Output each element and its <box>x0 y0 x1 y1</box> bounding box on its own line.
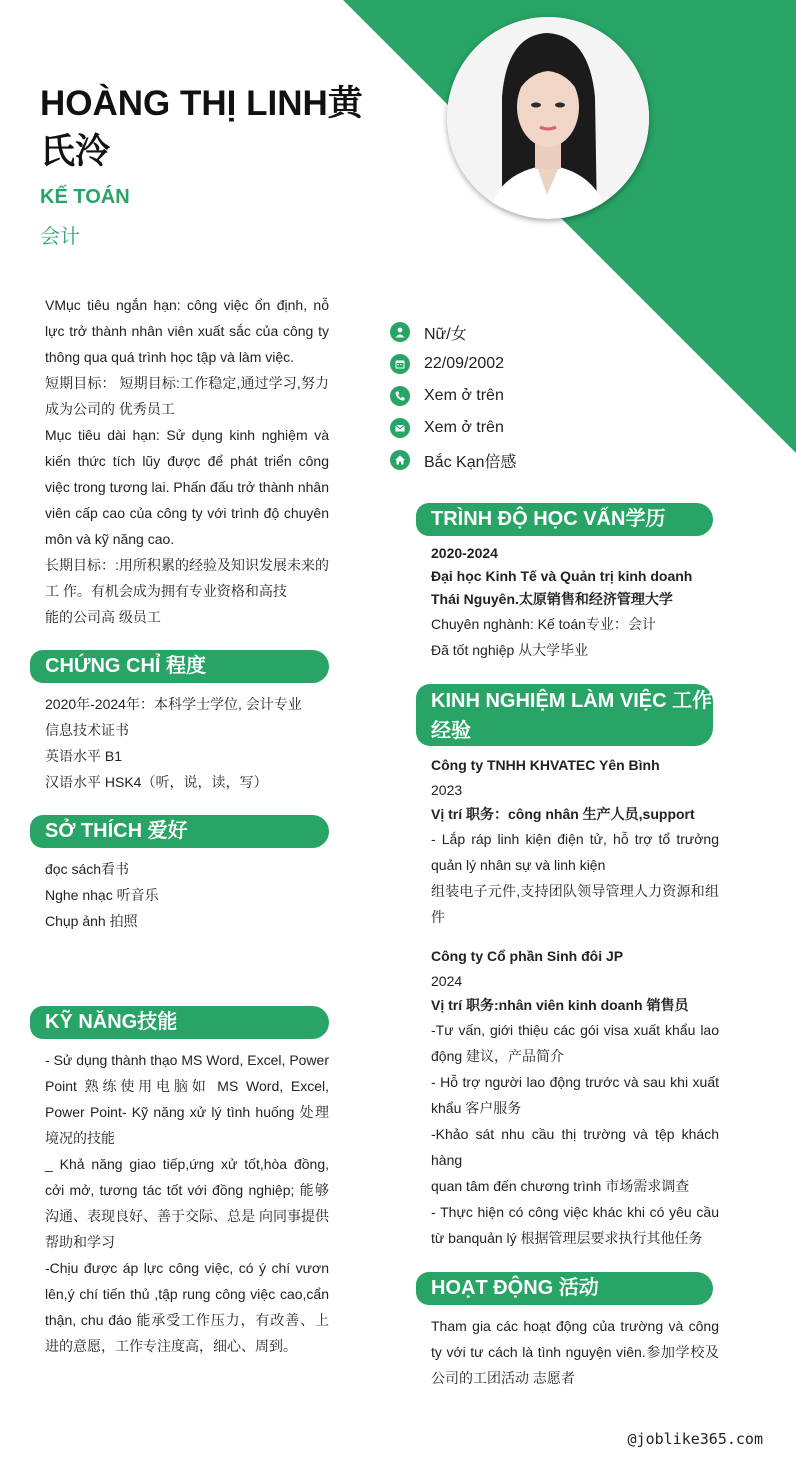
objective-paragraph: VMục tiêu ngắn hạn: công việc ổn định, nỗ lực trở thành nhân viên xuất sắc của công ty thông qua quá trình học tập và làm việc. <box>45 297 329 365</box>
skills-heading: KỸ NĂNG技能 <box>30 1006 329 1039</box>
profile-photo <box>447 17 649 219</box>
hobbies-list <box>45 856 329 934</box>
site-watermark: @joblike365.com <box>627 1430 763 1448</box>
skill-paragraph: - Sử dụng thành thạo MS Word, Excel, Power Point 熟练使用电脑如 MS Word, Excel, Power Point- Kỹ năng xử lý tình huống 处理境况的技能 <box>45 1052 329 1146</box>
list-item: 信息技术证书 <box>45 722 129 738</box>
job-title-zh: 会计 <box>40 226 80 248</box>
list-item: 汉语水平 HSK4（听，说，读，写） <box>45 774 268 790</box>
job-year: 2023 <box>431 782 463 798</box>
list-item: Chụp ảnh 拍照 <box>45 913 138 929</box>
calendar-icon <box>390 354 410 374</box>
contact-gender <box>390 316 517 348</box>
job-company: Công ty TNHH KHVATEC Yên Bình <box>431 757 660 773</box>
contact-phone <box>390 380 517 412</box>
education-period: 2020-2024 <box>431 545 498 561</box>
job-detail: -Khảo sát nhu cầu thị trường và tệp khách hàng <box>431 1126 719 1168</box>
list-item: đọc sách看书 <box>45 861 130 877</box>
activities-heading: HOẠT ĐỘNG 活动 <box>416 1272 713 1305</box>
list-item: 2020年-2024年：本科学士学位, 会计专业 <box>45 696 302 712</box>
job-position: Vị trí 职务：công nhân 生产人员,support <box>431 806 695 822</box>
address-value: Bắc Kạn倍感 <box>424 453 517 471</box>
education-heading: TRÌNH ĐỘ HỌC VẤN学历 <box>416 503 713 536</box>
job-position: Vị trí 职务:nhân viên kinh doanh 销售员 <box>431 997 689 1013</box>
education-body <box>431 542 719 663</box>
objective-paragraph: 短期目标： 短期目标:工作稳定,通过学习,努力成为公司的 优秀员工 <box>45 375 329 417</box>
mail-icon <box>390 418 410 438</box>
job-detail: -Tư vấn, giới thiệu các gói visa xuất khẩu lao động 建议，产品简介 <box>431 1022 719 1064</box>
objective-paragraph: 长期目标：:用所积累的经验及知识发展未来的工 作。有机会成为拥有专业资格和高技 <box>45 557 329 599</box>
experience-job <box>431 945 719 1251</box>
job-year: 2024 <box>431 973 463 989</box>
birthday-value: 22/09/2002 <box>424 355 505 372</box>
job-detail: - Thực hiện có công việc khác khi có yêu cầu từ banquản lý 根据管理层要求执行其他任务 <box>431 1204 719 1246</box>
contact-address <box>390 444 517 476</box>
list-item: Nghe nhạc 听音乐 <box>45 887 159 903</box>
phone-value: Xem ở trên <box>424 387 504 404</box>
job-detail: - Lắp ráp linh kiện điện tử, hỗ trợ tổ trưởng quản lý nhân sự và linh kiện <box>431 831 719 873</box>
skill-paragraph: _ Khả năng giao tiếp,ứng xử tốt,hòa đồng, cởi mở, tương tác tốt với đồng nghiệp; 能够沟通、表现良好、善于交际、总是 向同事提供帮助和学习 <box>45 1156 329 1250</box>
person-icon <box>390 322 410 342</box>
career-objective <box>45 292 329 630</box>
hobbies-heading: SỞ THÍCH 爱好 <box>30 815 329 848</box>
contact-birthday <box>390 348 517 380</box>
job-detail: quan tâm đến chương trình 市场需求调查 <box>431 1178 690 1194</box>
gender-value: Nữ/女 <box>424 325 467 343</box>
candidate-name: HOÀNG THỊ LINH黄氏泠 <box>40 84 363 171</box>
certificates-heading: CHỨNG CHỈ 程度 <box>30 650 329 683</box>
experience-heading: KINH NGHIỆM LÀM VIỆC 工作经验 <box>416 684 713 746</box>
experience-job <box>431 754 719 930</box>
skills-body <box>45 1047 329 1359</box>
home-icon <box>390 450 410 470</box>
job-company: Công ty Cổ phần Sinh đôi JP <box>431 948 624 964</box>
activities-text: Tham gia các hoạt động của trường và công ty với tư cách là tình nguyện viên.参加学校及公司的工团活动 志愿者 <box>431 1318 719 1386</box>
job-detail: - Hỗ trợ người lao động trước và sau khi xuất khẩu 客户服务 <box>431 1074 719 1116</box>
certificates-list <box>45 691 329 795</box>
education-status: Đã tốt nghiệp 从大学毕业 <box>431 642 589 658</box>
skill-paragraph: -Chịu được áp lực công việc, có ý chí vươn lên,ý chí tiến thủ ,tập rung công việc cao,cẩn thận, chu đáo 能承受工作压力，有改善、上进的意愿，工作专注度高，细心、周到。 <box>45 1260 329 1354</box>
education-school: Đại học Kinh Tế và Quản trị kinh doanh Thái Nguyên.太原销售和经济管理大学 <box>431 568 693 607</box>
contact-info <box>390 316 517 476</box>
job-title-vi: KẾ TOÁN <box>40 186 130 208</box>
phone-icon <box>390 386 410 406</box>
contact-email <box>390 412 517 444</box>
job-detail: 组装电子元件,支持团队领导管理人力资源和组件 <box>431 883 719 925</box>
list-item: 英语水平 B1 <box>45 748 123 764</box>
email-value: Xem ở trên <box>424 419 504 436</box>
objective-paragraph: 能的公司高 级员工 <box>45 609 161 625</box>
objective-paragraph: Mục tiêu dài hạn: Sử dụng kinh nghiệm và kiến thức tích lũy được để phát triển công việc trong tương lai. Phấn đấu trở thành nhân viên cấp cao của công ty với trình độ chuyên môn và kỹ năng cao. <box>45 427 329 547</box>
education-major: Chuyên nghành: Kế toán专业：会计 <box>431 616 656 632</box>
